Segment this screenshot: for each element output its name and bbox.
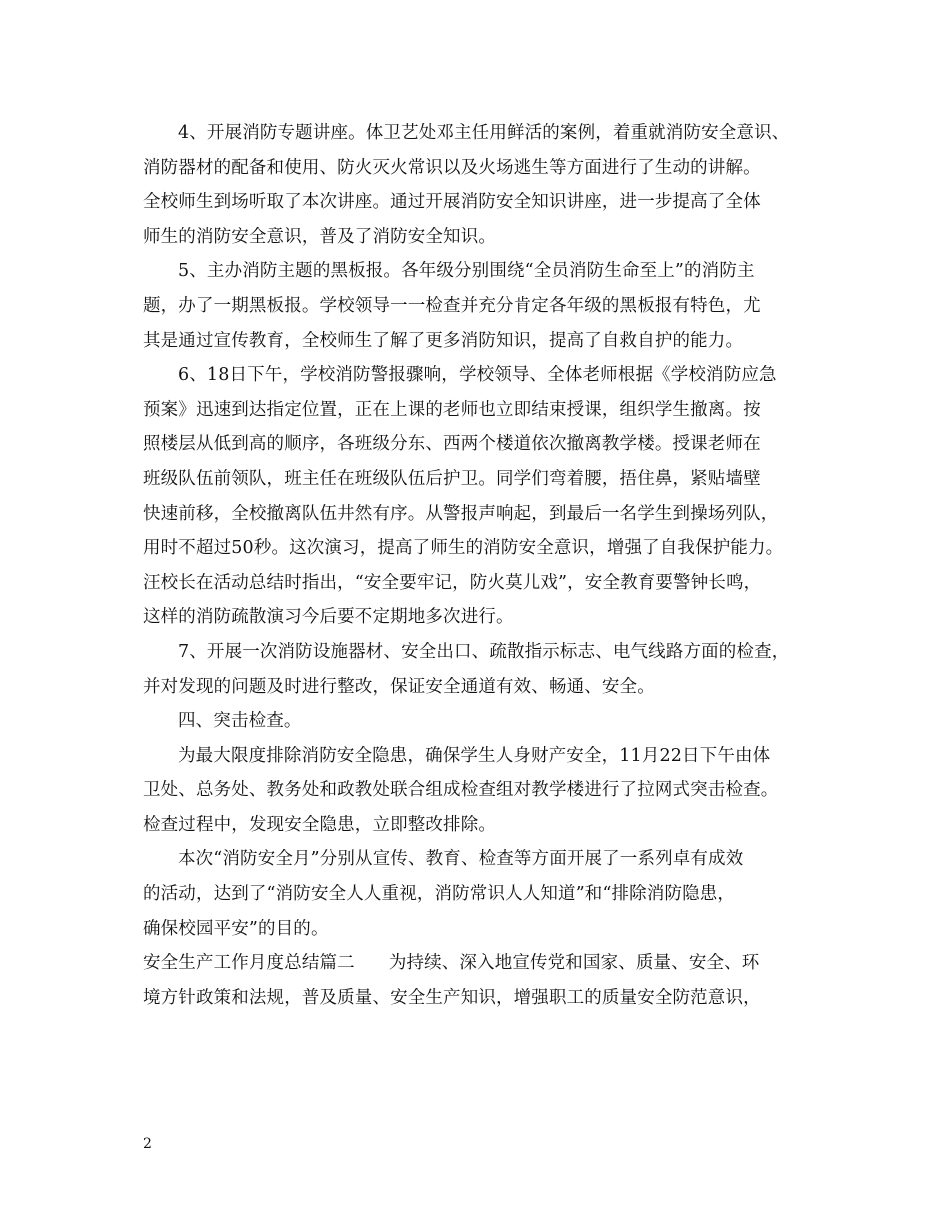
page-number: 2 (143, 1136, 152, 1152)
paragraph-line: 汪校长在活动总结时指出，“安全要牢记，防火莫儿戏”，安全教育要警钟长鸣， (143, 572, 762, 593)
paragraph-line: 用时不超过50秒。这次演习，提高了师生的消防安全意识，增强了自我保护能力。 (143, 538, 784, 559)
paragraph-line: 6、18日下午，学校消防警报骤响，学校领导、全体老师根据《学校消防应急 (178, 365, 777, 386)
paragraph-line: 境方针政策和法规，普及质量、安全生产知识，增强职工的质量安全防范意识， (143, 987, 761, 1008)
paragraph-line: 5、主办消防主题的黑板报。各年级分别围绕“全员消防生命至上”的消防主 (178, 261, 755, 282)
paragraph-line: 本次“消防安全月”分别从宣传、教育、检查等方面开展了一系列卓有成效 (178, 849, 744, 870)
paragraph-line: 其是通过宣传教育，全校师生了解了更多消防知识，提高了自救自护的能力。 (143, 330, 744, 351)
document-body (143, 116, 823, 1015)
paragraph-line: 题，办了一期黑板报。学校领导一一检查并充分肯定各年级的黑板报有特色，尤 (143, 295, 761, 316)
paragraph-line: 确保校园平安”的目的。 (143, 918, 329, 939)
paragraph-line: 班级队伍前领队，班主任在班级队伍后护卫。同学们弯着腰，捂住鼻，紧贴墙壁 (143, 468, 761, 489)
section-heading: 四、突击检查。 (178, 711, 302, 732)
paragraph-line: 的活动，达到了“消防安全人人重视，消防常识人人知道”和“排除消防隐患， (143, 884, 736, 905)
paragraph-line: 为最大限度排除消防安全隐患，确保学生人身财产安全，11月22日下午由体 (178, 745, 771, 766)
next-section-line (143, 946, 823, 981)
paragraph-line: 消防器材的配备和使用、防火灭火常识以及火场逃生等方面进行了生动的讲解。 (143, 157, 761, 178)
paragraph-line: 卫处、总务处、教务处和政教处联合组成检查组对教学楼进行了拉网式突击检查。 (143, 780, 779, 801)
next-section-text: 为持续、深入地宣传党和国家、质量、安全、环 (388, 953, 760, 974)
paragraph-line: 4、开展消防专题讲座。体卫艺处邓主任用鲜活的案例，着重就消防安全意识、 (178, 123, 790, 143)
paragraph-line: 照楼层从低到高的顺序，各班级分东、西两个楼道依次撤离教学楼。授课老师在 (143, 434, 761, 455)
title-gap (355, 946, 389, 981)
paragraph-line: 并对发现的问题及时进行整改，保证安全通道有效、畅通、安全。 (143, 676, 655, 697)
paragraph-line: 师生的消防安全意识，普及了消防安全知识。 (143, 226, 496, 247)
paragraph-line: 检查过程中，发现安全隐患，立即整改排除。 (143, 814, 496, 835)
paragraph-line: 7、开展一次消防设施器材、安全出口、疏散指示标志、电气线路方面的检查， (178, 641, 790, 662)
paragraph-line: 预案》迅速到达指定位置，正在上课的老师也立即结束授课，组织学生撤离。按 (143, 399, 761, 420)
next-section-title: 安全生产工作月度总结篇二 (143, 953, 355, 974)
paragraph-line: 全校师生到场听取了本次讲座。通过开展消防安全知识讲座，进一步提高了全体 (143, 192, 761, 213)
paragraph-line: 这样的消防疏散演习今后要不定期地多次进行。 (143, 607, 514, 628)
paragraph-line: 快速前移，全校撤离队伍井然有序。从警报声响起，到最后一名学生到操场列队， (143, 503, 779, 524)
